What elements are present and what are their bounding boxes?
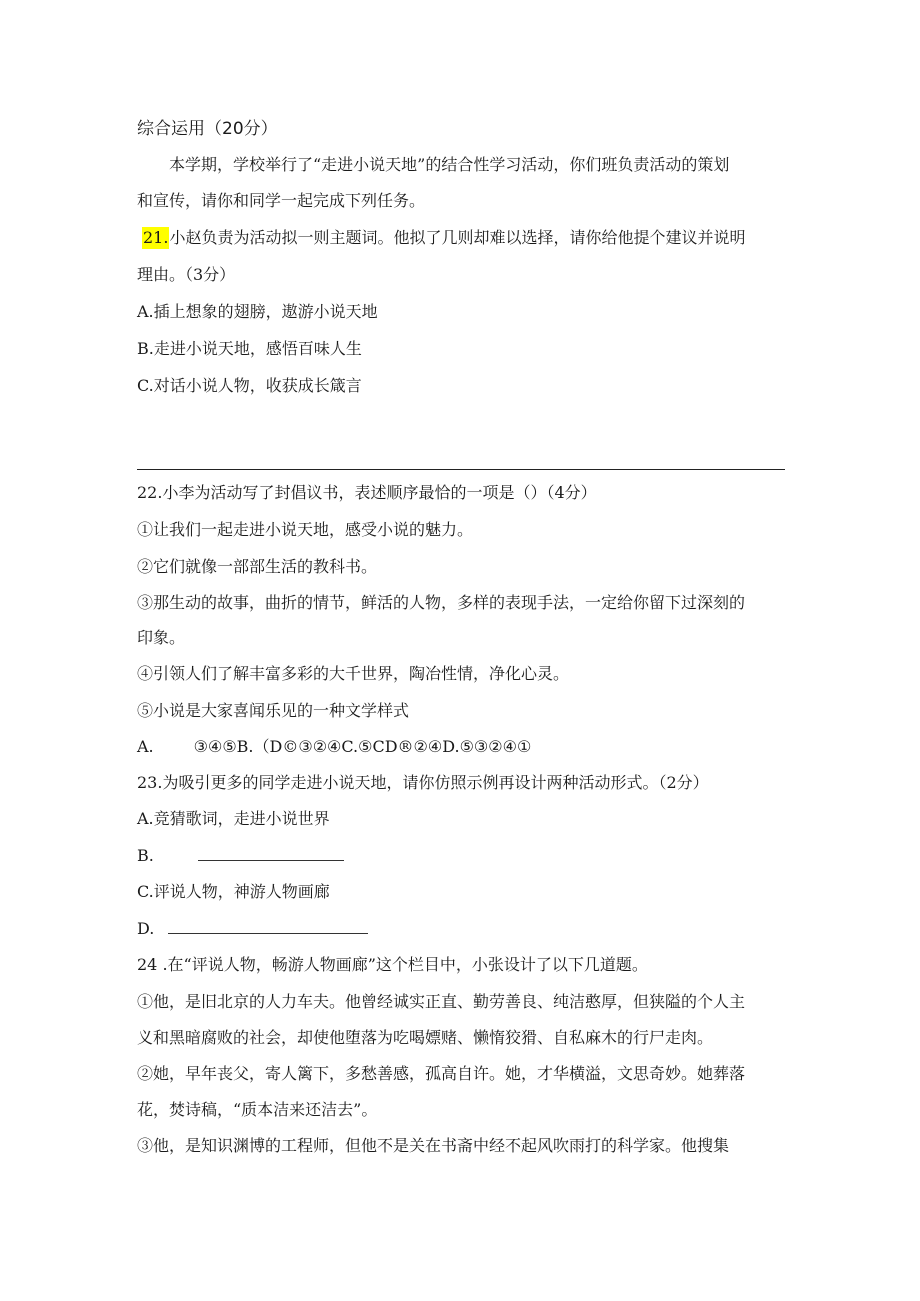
q24-line-5: ③他，是知识渊博的工程师，但他不是关在书斋中经不起风吹雨打的科学家。他搜集: [137, 1136, 730, 1155]
q22-choices: [137, 736, 531, 758]
q21-text: [142, 227, 745, 249]
q23-label-d: D.: [137, 919, 155, 938]
answer-rule: [137, 469, 785, 470]
q22-item-4: ④引领人们了解丰富多彩的大千世界，陶冶性情，净化心灵。: [137, 664, 570, 683]
q23-example-a: A.竞猜歌词，走进小说世界: [137, 809, 330, 828]
q21-line-2: 理由。（3分）: [137, 265, 236, 284]
q22-item-5: ⑤小说是大家喜闻乐见的一种文学样式: [137, 701, 410, 720]
q22-title: 22.小李为活动写了封倡议书，表述顺序最恰的一项是（）（4分）: [137, 483, 597, 502]
q21-number-highlight: 21.: [143, 228, 169, 247]
q22-item-1: ①让我们一起走进小说天地，感受小说的魅力。: [137, 520, 474, 539]
q22-choices-text: ③④⑤B.（D©③②④C.⑤CD®②④D.⑤③②④①: [193, 737, 532, 756]
intro-line-1: 本学期，学校举行了“走进小说天地”的结合性学习活动，你们班负责活动的策划: [169, 155, 730, 174]
q22-item-3: ③那生动的故事，曲折的情节，鲜活的人物，多样的表现手法，一定给你留下过深刻的: [137, 593, 746, 612]
q21-option-b: B.走进小说天地，感悟百味人生: [137, 339, 362, 358]
q21-option-a: A.插上想象的翅膀，遨游小说天地: [137, 302, 378, 321]
answer-blank-d[interactable]: [168, 919, 368, 934]
q22-choice-a-label: A.: [137, 737, 154, 756]
q22-item-2: ②它们就像一部部生活的教科书。: [137, 557, 378, 576]
q21-option-c: C.对话小说人物，收获成长箴言: [137, 376, 362, 395]
section-title: 综合运用（20分）: [137, 119, 278, 139]
q23-label-b: B.: [137, 846, 154, 865]
q24-title: 24 .在“评说人物，畅游人物画廊”这个栏目中，小张设计了以下几道题。: [137, 955, 648, 974]
answer-blank-b[interactable]: [198, 846, 344, 861]
intro-line-2: 和宣传，请你和同学一起完成下列任务。: [137, 191, 426, 210]
q21-line-1: 小赵负责为活动拟一则主题词。他拟了几则却难以选择，请你给他提个建议并说明: [169, 228, 746, 247]
q24-line-4: 花，焚诗稿，“质本洁来还洁去”。: [137, 1100, 378, 1119]
q23-blank-d: [137, 918, 368, 940]
q23-example-c: C.评说人物，神游人物画廊: [137, 882, 330, 901]
q23-title: 23.为吸引更多的同学走进小说天地，请你仿照示例再设计两种活动形式。（2分）: [137, 773, 709, 792]
q23-blank-b: [137, 845, 344, 867]
q24-line-1: ①他，是旧北京的人力车夫。他曾经诚实正直、勤劳善良、纯洁憨厚，但狭隘的个人主: [137, 992, 746, 1011]
q24-line-3: ②她，早年丧父，寄人篱下，多愁善感，孤高自许。她，才华横溢，文思奇妙。她葬落: [137, 1064, 746, 1083]
q22-item-3-cont: 印象。: [137, 628, 186, 647]
q24-line-2: 义和黑暗腐败的社会，却使他堕落为吃喝嫖赌、懒惰狡猾、自私麻木的行尸走肉。: [137, 1028, 714, 1047]
